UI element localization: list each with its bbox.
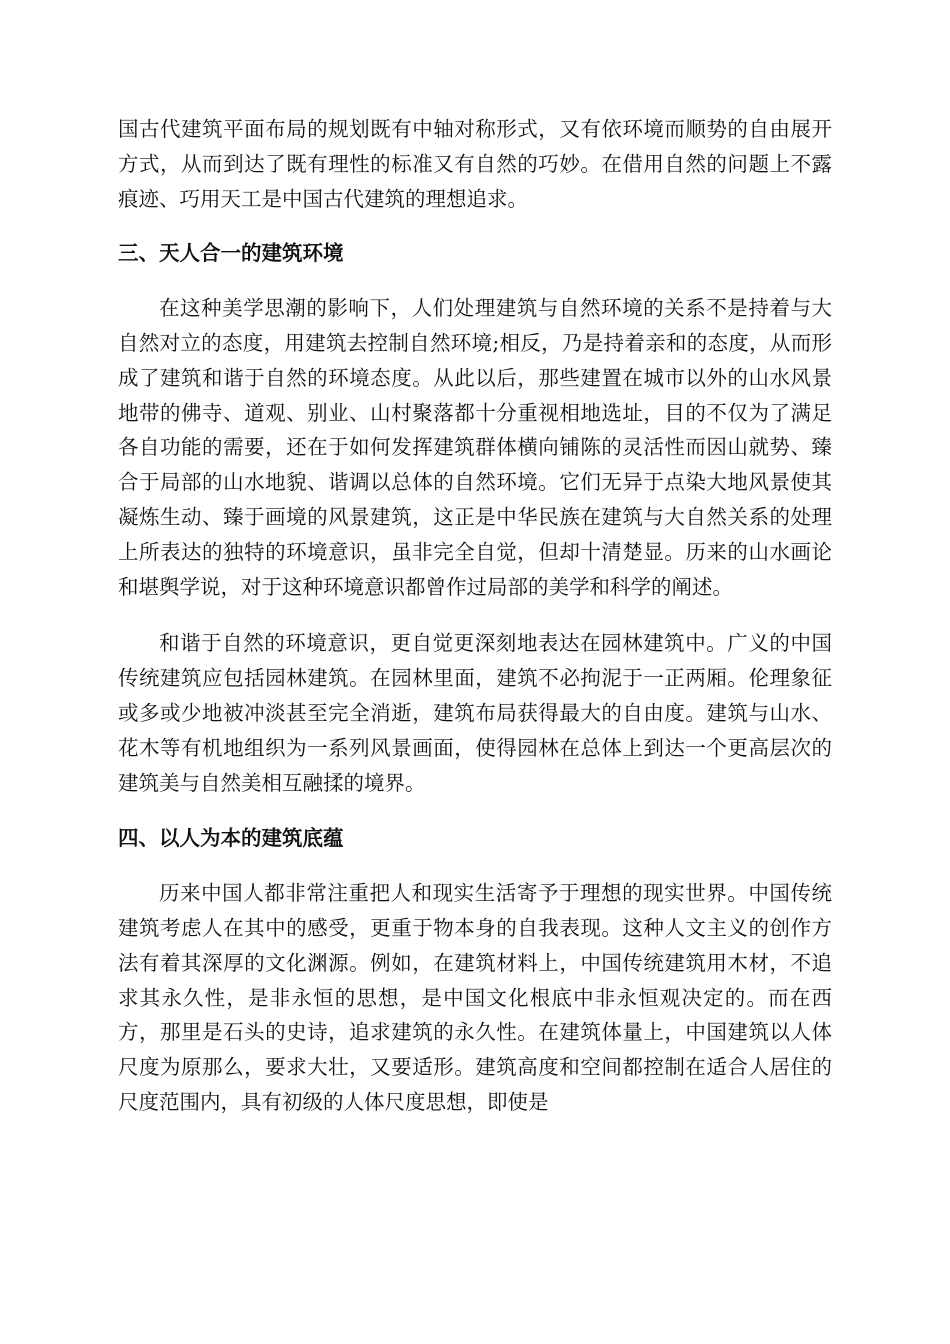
document-page [118, 112, 832, 1120]
section-4-paragraph-1: 历来中国人都非常注重把人和现实生活寄予于理想的现实世界。中国传统建筑考虑人在其中的感受，更重于物本身的自我表现。这种人文主义的创作方法有着其深厚的文化渊源。例如，在建筑材料上，中国传统建筑用木材，不追求其永久性，是非永恒的思想，是中国文化根底中非永恒观决定的。而在西方，那里是石头的史诗，追求建筑的永久性。在建筑体量上，中国建筑以人体尺度为原那么，要求大壮，又要适形。建筑高度和空间都控制在适合人居住的尺度范围内，具有初级的人体尺度思想，即使是 [118, 881, 832, 1114]
section-3-paragraph-1: 在这种美学思潮的影响下，人们处理建筑与自然环境的关系不是持着与大自然对立的态度，用建筑去控制自然环境;相反，乃是持着亲和的态度，从而形成了建筑和谐于自然的环境态度。从此以后，那些建置在城市以外的山水风景地带的佛寺、道观、别业、山村聚落都十分重视相地选址，目的不仅为了满足各自功能的需要，还在于如何发挥建筑群体横向铺陈的灵活性而因山就势、臻合于局部的山水地貌、谐调以总体的自然环境。它们无异于点染大地风景使其凝炼生动、臻于画境的风景建筑，这正是中华民族在建筑与大自然关系的处理上所表达的独特的环境意识，虽非完全自觉，但却十清楚显。历来的山水画论和堪舆学说，对于这种环境意识都曾作过局部的美学和科学的阐述。 [118, 296, 832, 599]
section-3-heading: 三、天人合一的建筑环境 [118, 241, 344, 266]
intro-paragraph: 国古代建筑平面布局的规划既有中轴对称形式，又有依环境而顺势的自由展开方式，从而到达了既有理性的标准又有自然的巧妙。在借用自然的问题上不露痕迹、巧用天工是中国古代建筑的理想追求。 [118, 117, 832, 211]
section-3-paragraph-2: 和谐于自然的环境意识，更自觉更深刻地表达在园林建筑中。广义的中国传统建筑应包括园林建筑。在园林里面，建筑不必拘泥于一正两厢。伦理象征或多或少地被冲淡甚至完全消逝，建筑布局获得最大的自由度。建筑与山水、花木等有机地组织为一系列风景画面，使得园林在总体上到达一个更高层次的建筑美与自然美相互融揉的境界。 [118, 631, 832, 795]
section-4-heading: 四、以人为本的建筑底蕴 [118, 826, 344, 851]
